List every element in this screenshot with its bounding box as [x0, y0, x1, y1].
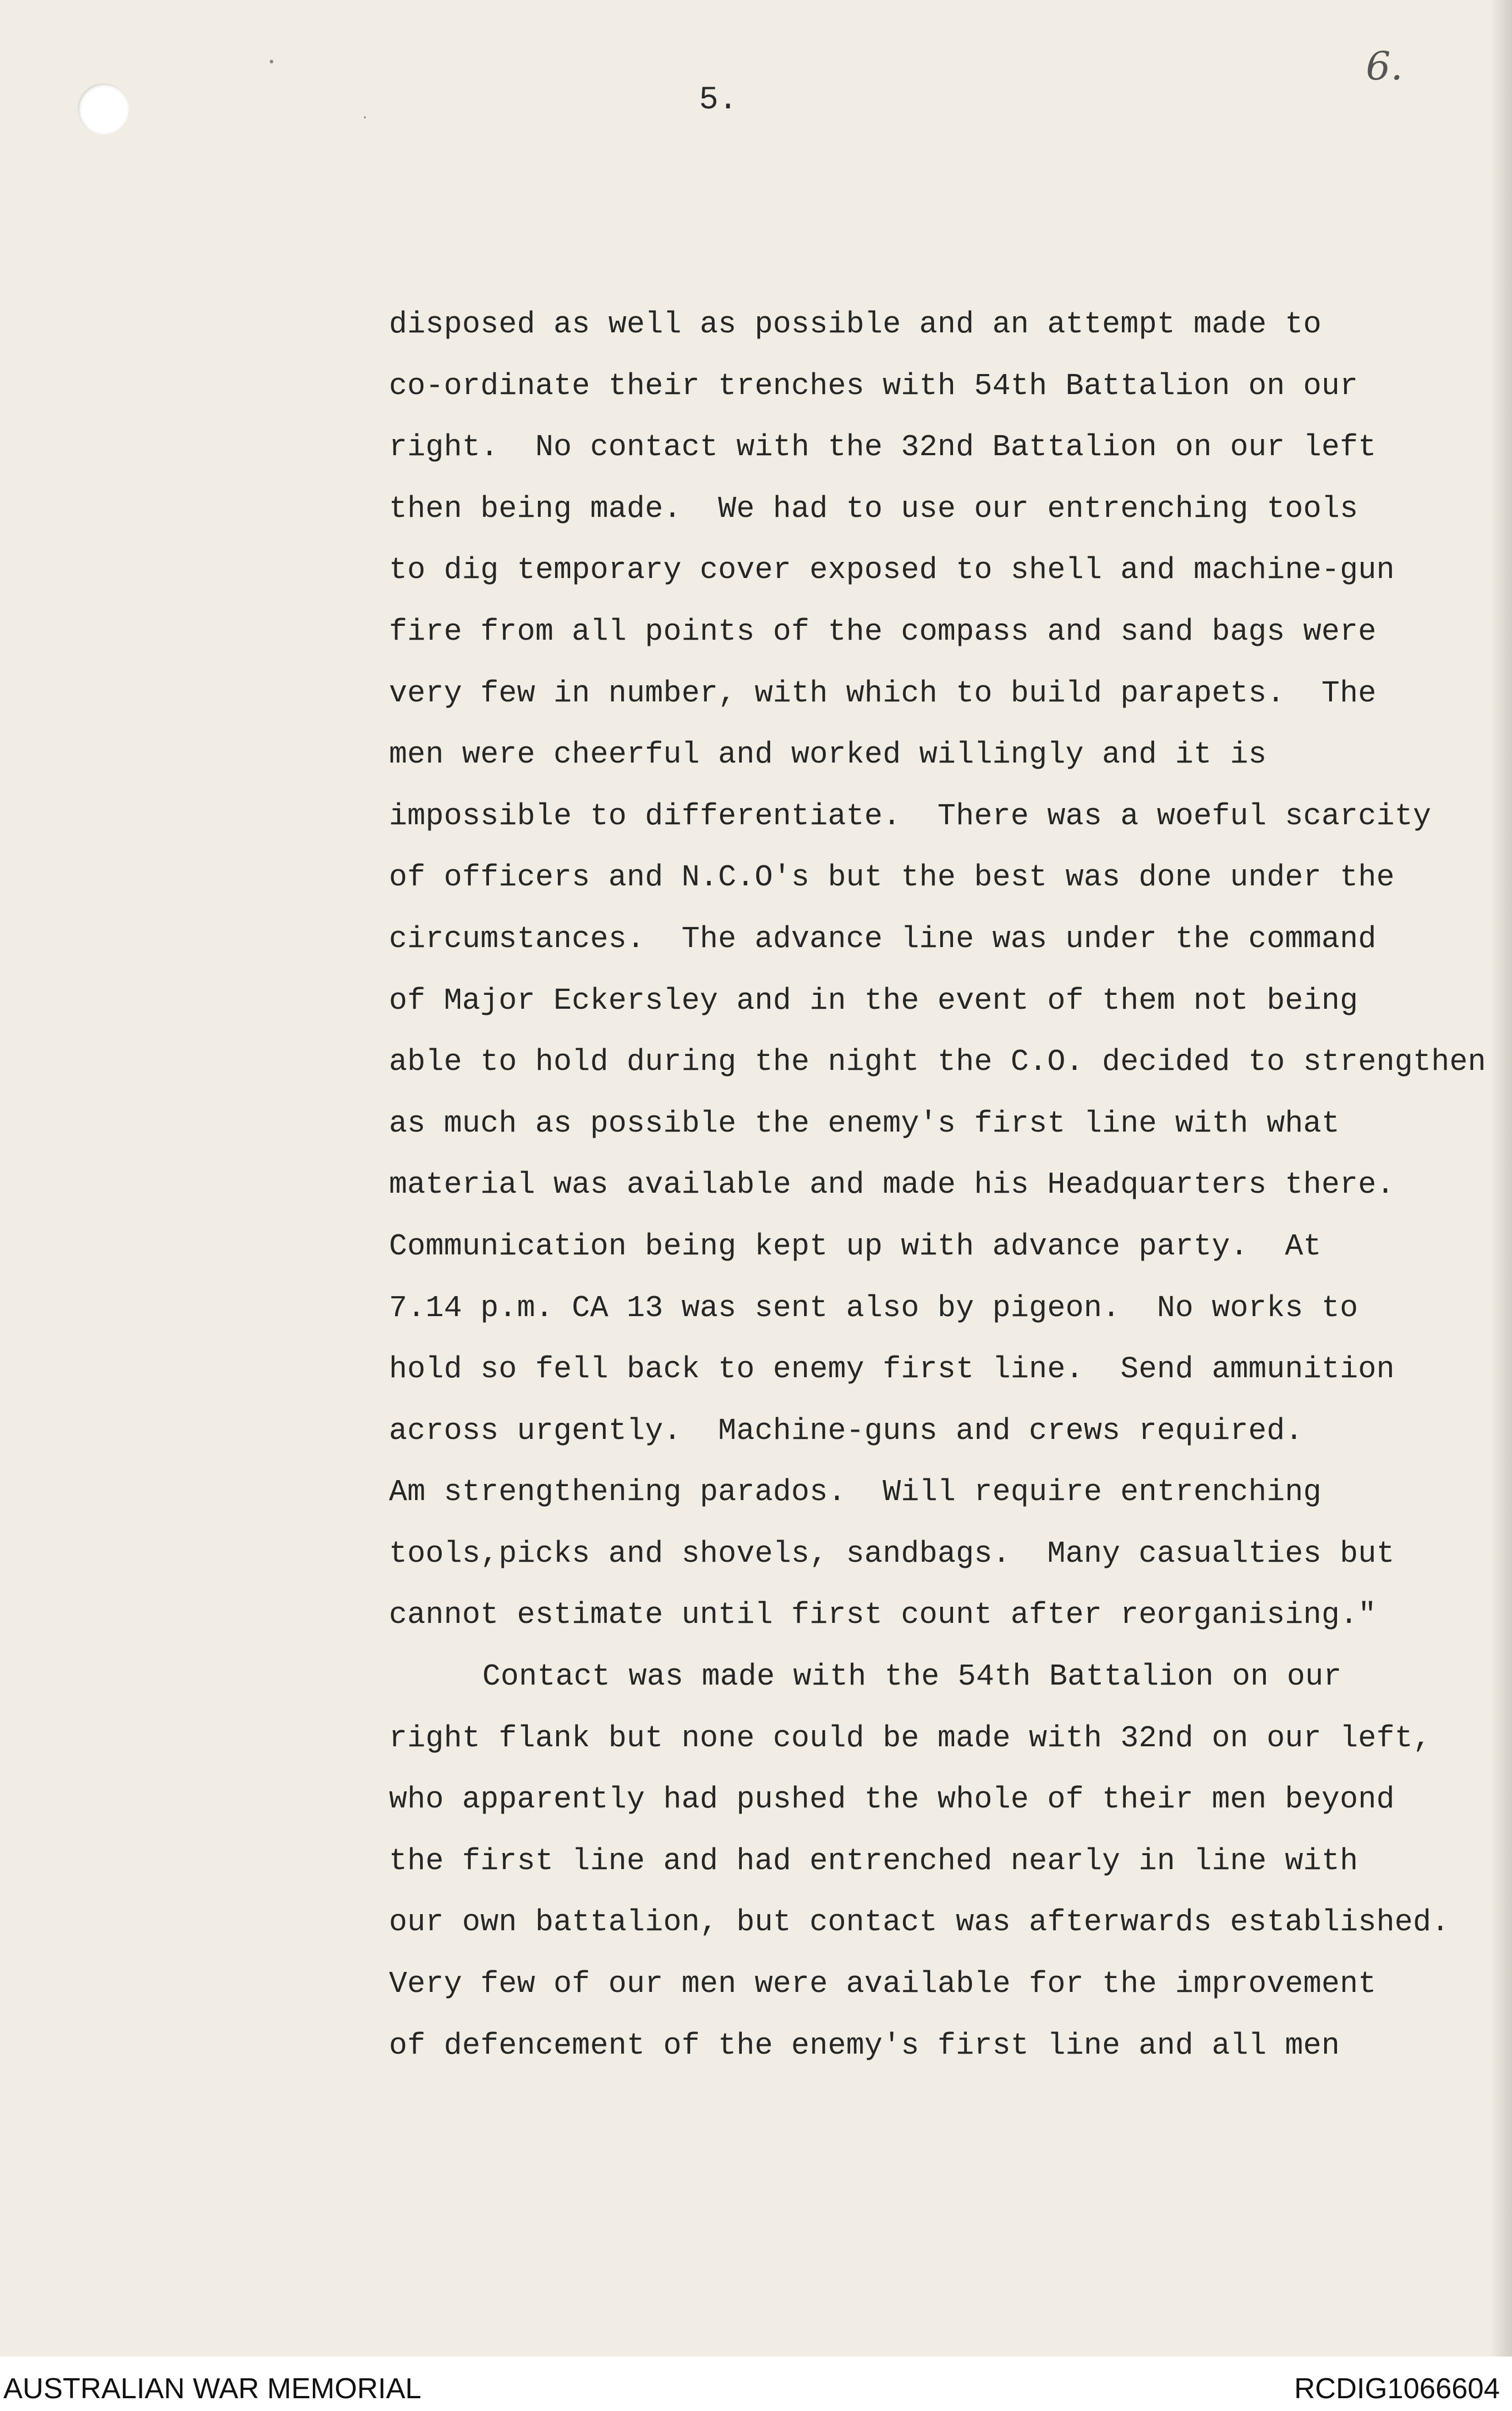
- text-line: men were cheerful and worked willingly and it is: [389, 738, 1267, 773]
- text-line: Am strengthening parados. Will require entrenching: [389, 1476, 1322, 1510]
- archive-name: AUSTRALIAN WAR MEMORIAL: [3, 2373, 422, 2405]
- text-line: material was available and made his Headquarters there.: [389, 1168, 1395, 1203]
- text-line: fire from all points of the compass and sand bags were: [389, 615, 1376, 649]
- paper-speck: ·: [361, 111, 369, 125]
- text-line: Communication being kept up with advance party. At: [389, 1229, 1322, 1264]
- text-line: of Major Eckersley and in the event of them not being: [389, 984, 1358, 1018]
- text-line: then being made. We had to use our entrenching tools: [389, 492, 1358, 526]
- text-line: circumstances. The advance line was under the command: [389, 922, 1376, 957]
- text-line: as much as possible the enemy's first line with what: [389, 1107, 1340, 1141]
- text-line: cannot estimate until first count after reorganising.": [389, 1598, 1376, 1633]
- text-line: right. No contact with the 32nd Battalion on our left: [389, 431, 1376, 465]
- text-line: of defencement of the enemy's first line and all men: [389, 2029, 1340, 2063]
- text-line: 7.14 p.m. CA 13 was sent also by pigeon. No works to: [389, 1291, 1358, 1326]
- page-number: 5.: [699, 82, 738, 118]
- text-line: right flank but none could be made with 32nd on our left,: [389, 1721, 1431, 1756]
- text-line: to dig temporary cover exposed to shell and machine-gun: [389, 554, 1395, 588]
- text-line: co-ordinate their trenches with 54th Battalion on our: [389, 369, 1358, 404]
- folio-number: 6.: [1366, 43, 1403, 89]
- text-line: Very few of our men were available for the improvement: [389, 1967, 1376, 2002]
- text-line: who apparently had pushed the whole of their men beyond: [389, 1783, 1395, 1817]
- text-line: the first line and had entrenched nearly in line with: [389, 1844, 1358, 1879]
- text-line: of officers and N.C.O's but the best was done under the: [389, 861, 1395, 895]
- archive-reference: RCDIG1066604: [1294, 2373, 1500, 2405]
- text-line: our own battalion, but contact was afterwards established.: [389, 1906, 1450, 1940]
- text-line: hold so fell back to enemy first line. Send ammunition: [389, 1353, 1395, 1387]
- text-line: impossible to differentiate. There was a woeful scarcity: [389, 799, 1431, 834]
- typed-text-body: [389, 295, 1495, 2077]
- paper-speck: •: [268, 56, 276, 69]
- text-line: very few in number, with which to build parapets. The: [389, 676, 1376, 711]
- text-line: across urgently. Machine-guns and crews required.: [389, 1414, 1304, 1448]
- text-line: disposed as well as possible and an attempt made to: [389, 308, 1322, 342]
- text-line: tools,picks and shovels, sandbags. Many casualties but: [389, 1537, 1395, 1571]
- text-line: Contact was made with the 54th Battalion on our: [482, 1660, 1342, 1695]
- punch-hole: [78, 83, 129, 135]
- archive-footer: [0, 2357, 1512, 2411]
- text-line: able to hold during the night the C.O. decided to strengthen: [389, 1045, 1486, 1080]
